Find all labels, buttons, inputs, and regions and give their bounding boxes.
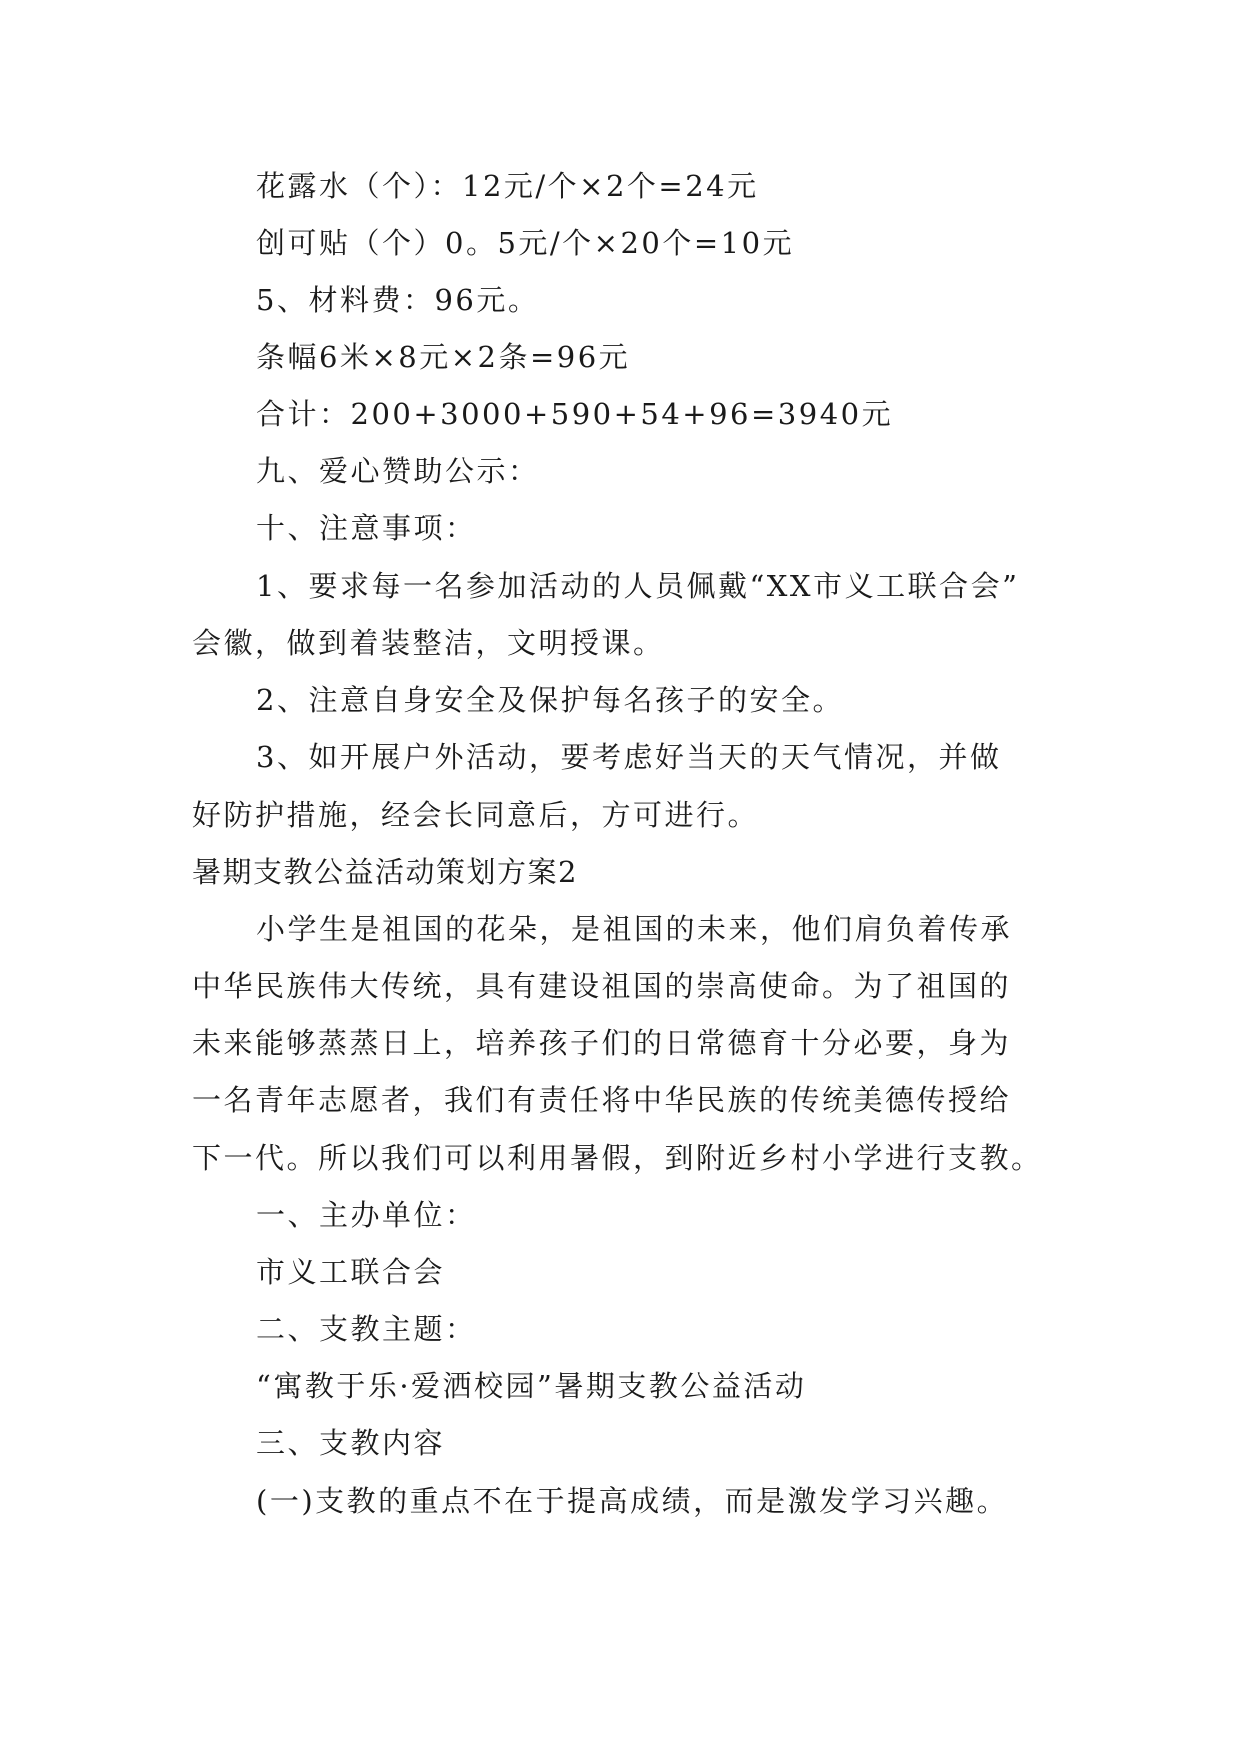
paragraph-line-5: 下一代。所以我们可以利用暑假，到附近乡村小学进行支教。 (192, 1141, 1043, 1175)
paragraph-line-3: 未来能够蒸蒸日上，培养孩子们的日常德育十分必要，身为 (192, 1026, 1012, 1060)
text-line-banner: 条幅6米×8元×2条=96元 (256, 340, 631, 374)
text-line-total: 合计：200+3000+590+54+96=3940元 (256, 397, 894, 431)
paragraph-line-1: 小学生是祖国的花朵，是祖国的未来，他们肩负着传承 (256, 912, 1013, 946)
text-line-note-2: 2、注意自身安全及保护每名孩子的安全。 (256, 683, 844, 717)
section-heading-sponsorship: 九、爱心赞助公示： (256, 454, 540, 488)
text-line-floral-water: 花露水（个）：12元/个×2个=24元 (256, 169, 759, 203)
section-heading-content: 三、支教内容 (256, 1426, 446, 1460)
paragraph-line-2: 中华民族伟大传统，具有建设祖国的崇高使命。为了祖国的 (192, 969, 1012, 1003)
paragraph-line-4: 一名青年志愿者，我们有责任将中华民族的传统美德传授给 (192, 1083, 1012, 1117)
text-line-note-3-cont: 好防护措施，经会长同意后，方可进行。 (192, 798, 760, 832)
text-line-material-fee: 5、材料费：96元。 (256, 283, 540, 317)
text-line-bandage: 创可贴（个）0。5元/个×20个=10元 (256, 226, 795, 260)
text-line-note-3: 3、如开展户外活动，要考虑好当天的天气情况，并做 (256, 740, 1002, 774)
text-line-content-1: (一)支教的重点不在于提高成绩，而是激发学习兴趣。 (256, 1484, 1009, 1518)
text-line-organizer: 市义工联合会 (256, 1255, 446, 1289)
text-line-note-1: 1、要求每一名参加活动的人员佩戴“XX市义工联合会” (256, 569, 1020, 603)
text-line-note-1-cont: 会徽，做到着装整洁，文明授课。 (192, 626, 665, 660)
text-line-theme: “寓教于乐·爱洒校园”暑期支教公益活动 (256, 1369, 807, 1403)
document-title-plan-2: 暑期支教公益活动策划方案2 (192, 855, 578, 889)
section-heading-theme: 二、支教主题： (256, 1312, 477, 1346)
section-heading-notes: 十、注意事项： (256, 511, 477, 545)
section-heading-organizer: 一、主办单位： (256, 1198, 477, 1232)
